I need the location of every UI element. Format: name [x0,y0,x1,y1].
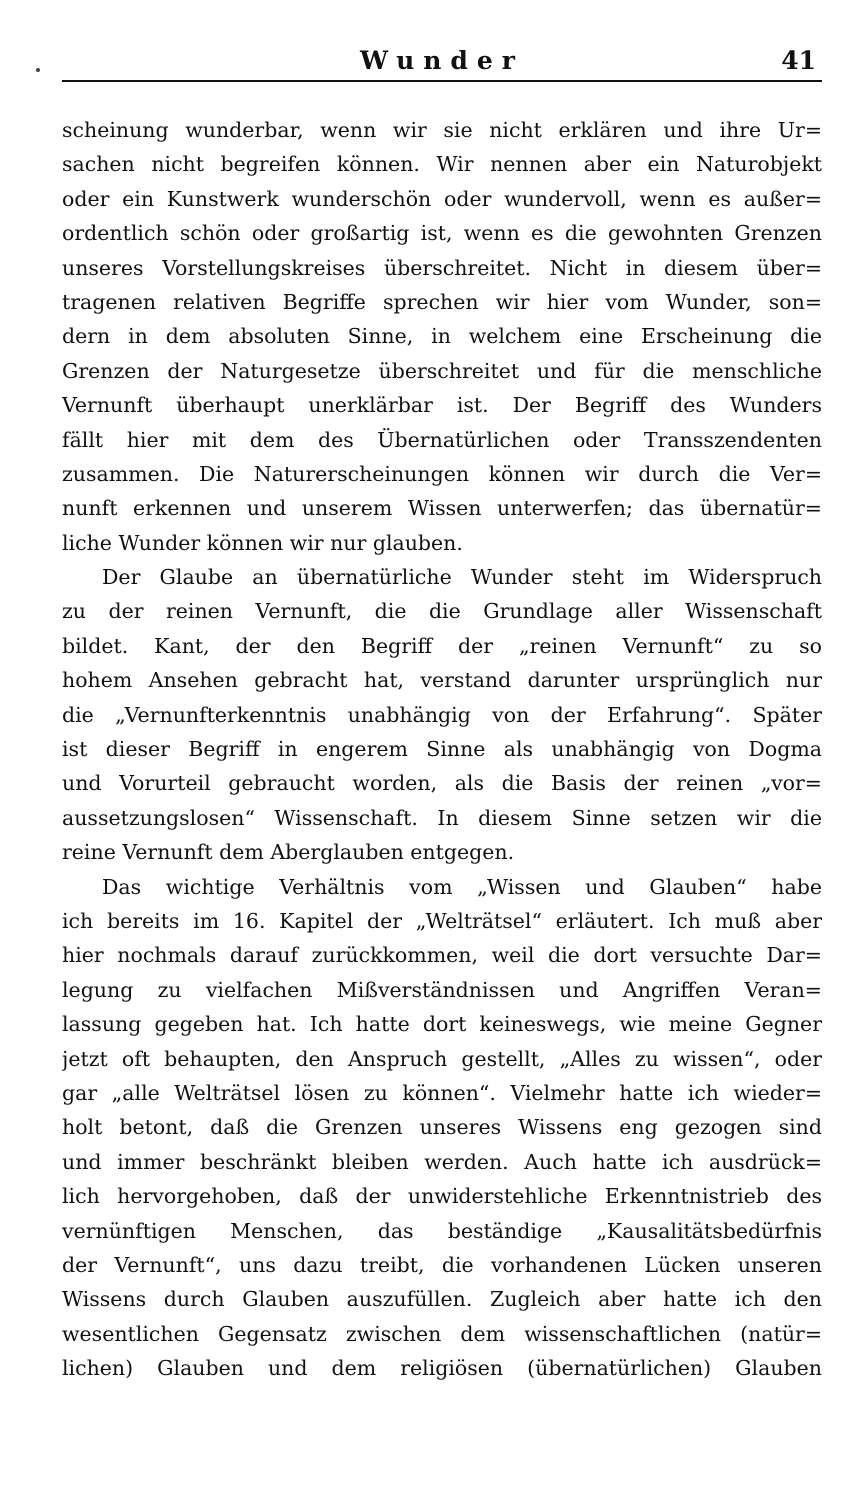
header-rule [62,80,822,82]
text-line: ordentlich schön oder großartig ist, wenn es die gewohnten Grenzen [62,221,822,246]
print-speck [36,68,40,72]
text-line: lichen) Glauben und dem religiösen (übernatürlichen) Glauben [62,1356,822,1381]
page-header [62,42,822,82]
text-line: zu der reinen Vernunft, die die Grundlage aller Wissenschaft [62,599,822,624]
text-line: Der Glaube an übernatürliche Wunder steht im Widerspruch [102,565,822,590]
text-line: nunft erkennen und unserem Wissen unterwerfen; das übernatür= [62,496,822,521]
text-line: vernünftigen Menschen, das beständige „Kausalitätsbedürfnis [62,1218,822,1243]
text-line: Vernunft überhaupt unerklärbar ist. Der Begriff des Wunders [62,393,822,418]
paragraph [62,870,822,1386]
text-line: Wissens durch Glauben auszufüllen. Zugleich aber hatte ich den [62,1287,822,1312]
text-line: ist dieser Begriff in engerem Sinne als unabhängig von Dogma [62,737,822,762]
text-line: legung zu vielfachen Mißverständnissen und Angriffen Veran= [62,977,822,1002]
text-line: und immer beschränkt bleiben werden. Auch hatte ich ausdrück= [62,1149,822,1174]
paragraph [62,113,822,560]
text-line: reine Vernunft dem Aberglauben entgegen. [62,840,515,865]
text-line: hohem Ansehen gebracht hat, verstand darunter ursprünglich nur [62,668,822,693]
text-line: holt betont, daß die Grenzen unseres Wissens eng gezogen sind [62,1115,822,1140]
text-line: dern in dem absoluten Sinne, in welchem eine Erscheinung die [62,324,822,349]
text-line: liche Wunder können wir nur glauben. [62,530,463,555]
paragraph [62,560,822,870]
page-number: 41 [781,46,816,75]
text-line: Das wichtige Verhältnis vom „Wissen und Glauben“ habe [102,874,822,899]
running-title: Wunder [360,46,524,75]
text-line: sachen nicht begreifen können. Wir nennen aber ein Naturobjekt [62,152,822,177]
text-line: zusammen. Die Naturerscheinungen können wir durch die Ver= [62,461,822,486]
text-line: aussetzungslosen“ Wissenschaft. In diesem Sinne setzen wir die [62,805,822,830]
text-line: fällt hier mit dem des Übernatürlichen oder Transszendenten [62,427,822,452]
text-line: hier nochmals darauf zurückkommen, weil die dort versuchte Dar= [62,943,822,968]
text-line: tragenen relativen Begriffe sprechen wir hier vom Wunder, son= [62,289,822,314]
text-line: gar „alle Welträtsel lösen zu können“. Vielmehr hatte ich wieder= [62,1080,822,1105]
text-line: bildet. Kant, der den Begriff der „reinen Vernunft“ zu so [62,633,822,658]
text-line: lassung gegeben hat. Ich hatte dort keineswegs, wie meine Gegner [62,1012,822,1037]
text-line: scheinung wunderbar, wenn wir sie nicht erklären und ihre Ur= [62,118,822,142]
body-text [62,113,822,1385]
text-line: lich hervorgehoben, daß der unwiderstehliche Erkenntnistrieb des [62,1184,822,1209]
text-line: oder ein Kunstwerk wunderschön oder wundervoll, wenn es außer= [62,186,822,211]
text-line: jetzt oft behaupten, den Anspruch gestellt, „Alles zu wissen“, oder [62,1046,822,1071]
text-line: der Vernunft“, uns dazu treibt, die vorhandenen Lücken unseren [62,1252,822,1277]
text-line: Grenzen der Naturgesetze überschreitet und für die menschliche [62,358,822,383]
text-line: wesentlichen Gegensatz zwischen dem wissenschaftlichen (natür= [62,1321,822,1346]
text-line: unseres Vorstellungskreises überschreitet. Nicht in diesem über= [62,255,822,280]
text-line: ich bereits im 16. Kapitel der „Welträtsel“ erläutert. Ich muß aber [62,908,822,933]
text-line: die „Vernunfterkenntnis unabhängig von der Erfahrung“. Später [62,702,822,727]
text-line: und Vorurteil gebraucht worden, als die Basis der reinen „vor= [62,771,822,796]
